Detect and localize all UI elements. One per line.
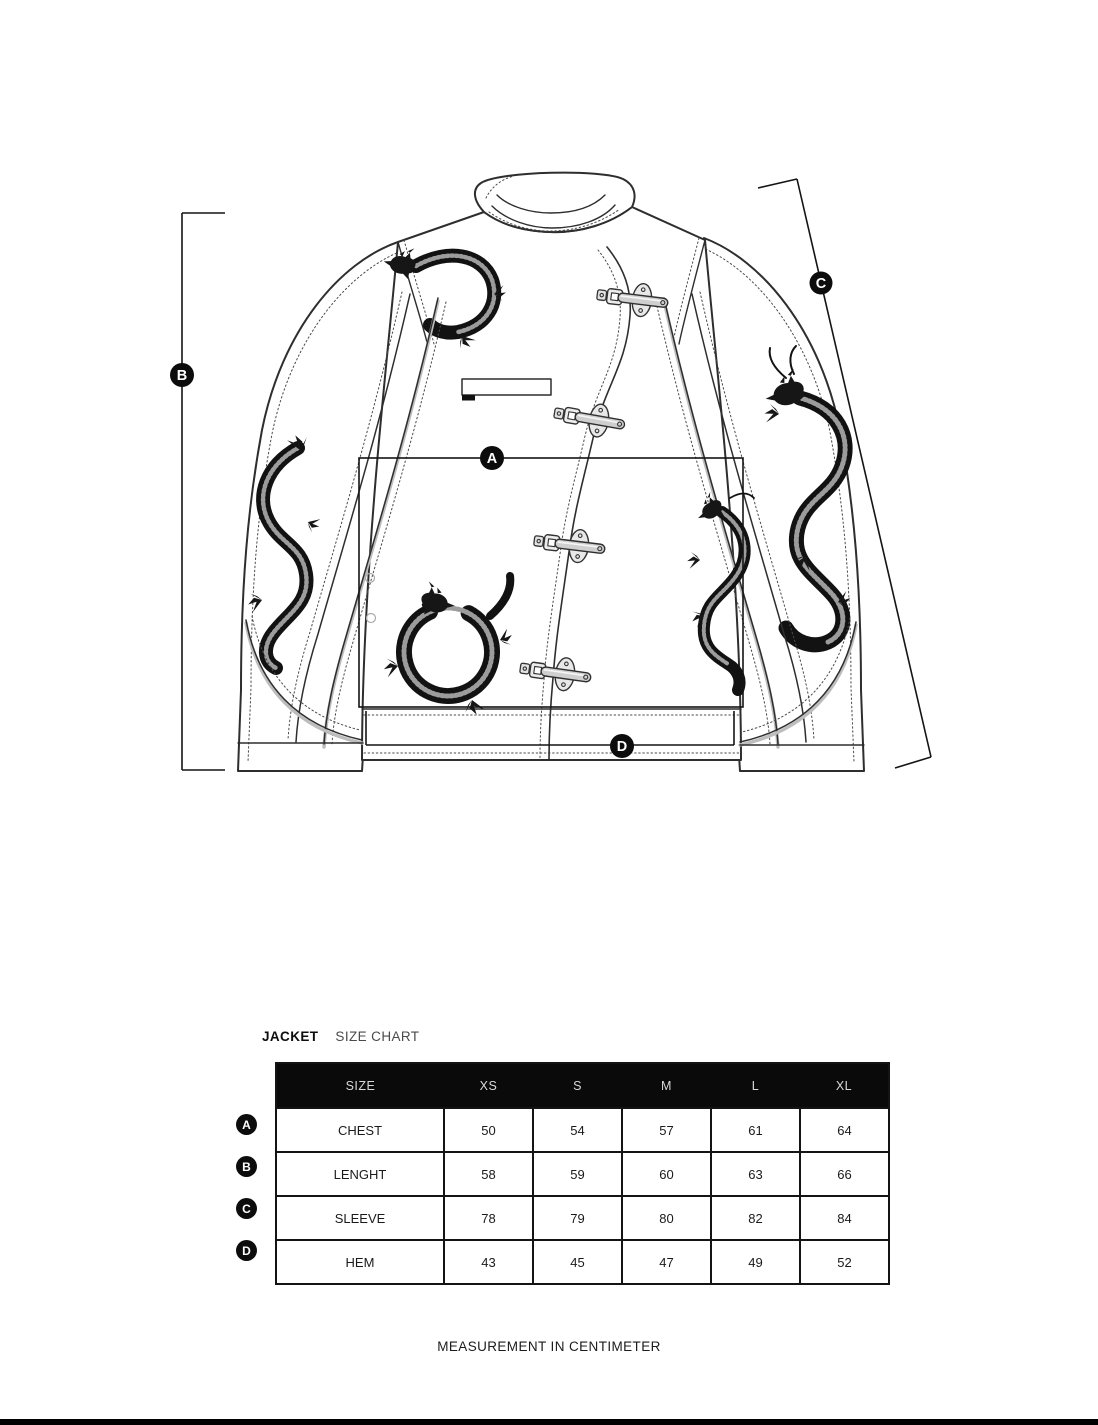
size-chart-title: JACKET (262, 1029, 319, 1044)
size-chart-heading (262, 1029, 419, 1044)
cell-value: 78 (444, 1196, 533, 1240)
table-marker-c: C (236, 1198, 257, 1219)
cell-value: 47 (622, 1240, 711, 1284)
brand-label (462, 395, 475, 401)
cell-value: 60 (622, 1152, 711, 1196)
cell-value: 61 (711, 1108, 800, 1152)
row-label: LENGHT (276, 1152, 444, 1196)
column-header-xl: XL (800, 1063, 889, 1108)
table-row-chest (276, 1108, 889, 1152)
cell-value: 58 (444, 1152, 533, 1196)
table-marker-d: D (236, 1240, 257, 1261)
cell-value: 49 (711, 1240, 800, 1284)
measurement-unit-note: MEASUREMENT IN CENTIMETER (437, 1339, 661, 1354)
size-chart-table (275, 1062, 890, 1285)
column-header-s: S (533, 1063, 622, 1108)
jacket-flat-sketch (238, 173, 864, 771)
marker-d-letter: D (616, 739, 628, 755)
table-row-hem (276, 1240, 889, 1284)
cell-value: 59 (533, 1152, 622, 1196)
cell-value: 64 (800, 1108, 889, 1152)
cell-value: 66 (800, 1152, 889, 1196)
row-label: SLEEVE (276, 1196, 444, 1240)
column-header-l: L (711, 1063, 800, 1108)
cell-value: 63 (711, 1152, 800, 1196)
cell-value: 50 (444, 1108, 533, 1152)
row-label: CHEST (276, 1108, 444, 1152)
marker-b-letter: B (176, 368, 188, 384)
marker-c-letter: C (815, 276, 827, 292)
cell-value: 45 (533, 1240, 622, 1284)
table-marker-a: A (236, 1114, 257, 1135)
table-row-length (276, 1152, 889, 1196)
column-header-xs: XS (444, 1063, 533, 1108)
bottom-bar (0, 1419, 1098, 1425)
column-header-size: SIZE (276, 1063, 444, 1108)
table-row-sleeve (276, 1196, 889, 1240)
table-marker-b: B (236, 1156, 257, 1177)
cell-value: 43 (444, 1240, 533, 1284)
cell-value: 79 (533, 1196, 622, 1240)
size-chart-header-row (276, 1063, 889, 1108)
column-header-m: M (622, 1063, 711, 1108)
size-chart-subtitle: SIZE CHART (335, 1029, 420, 1044)
measure-line-length-b (182, 213, 225, 770)
marker-a-letter: A (486, 451, 498, 467)
cell-value: 52 (800, 1240, 889, 1284)
row-label: HEM (276, 1240, 444, 1284)
cell-value: 54 (533, 1108, 622, 1152)
cell-value: 82 (711, 1196, 800, 1240)
cell-value: 80 (622, 1196, 711, 1240)
cell-value: 84 (800, 1196, 889, 1240)
cell-value: 57 (622, 1108, 711, 1152)
